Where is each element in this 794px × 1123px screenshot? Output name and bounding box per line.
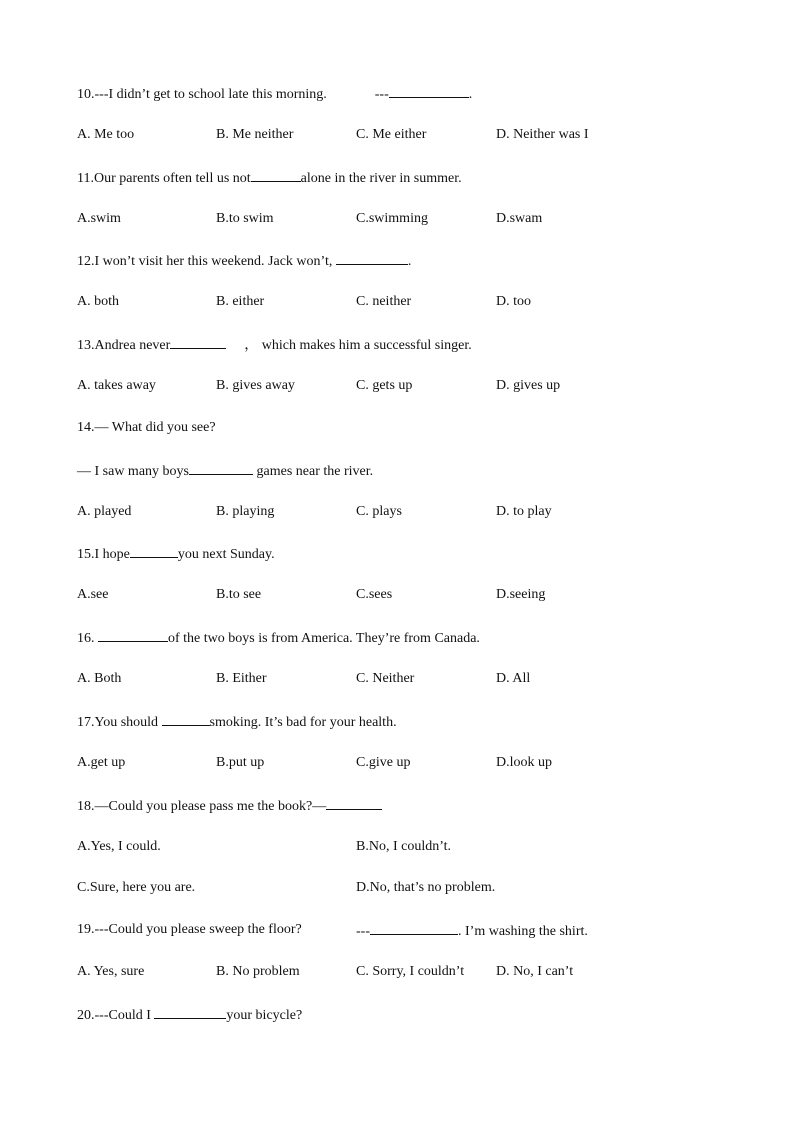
option-a[interactable]: A.see <box>77 587 109 602</box>
question-12-stem <box>77 252 411 270</box>
option-c[interactable]: C.give up <box>356 755 411 770</box>
option-c[interactable]: C. plays <box>356 504 402 519</box>
question-15-stem <box>77 545 275 563</box>
option-d[interactable]: D.No, that’s no problem. <box>356 880 496 895</box>
answer-blank[interactable] <box>336 252 408 265</box>
option-c[interactable]: C. Neither <box>356 671 415 686</box>
option-d[interactable]: D. too <box>496 294 531 309</box>
answer-prefix: --- <box>374 87 389 102</box>
question-text: 16. <box>77 631 95 646</box>
question-16-stem <box>77 629 480 647</box>
option-c[interactable]: C.Sure, here you are. <box>77 880 196 895</box>
option-a[interactable]: A.swim <box>77 211 121 226</box>
option-d[interactable]: D.seeing <box>496 587 546 602</box>
question-text: games near the river. <box>256 464 374 479</box>
option-c[interactable]: C.sees <box>356 587 393 602</box>
option-d[interactable]: D. No, I can’t <box>496 964 574 979</box>
question-text: 11.Our parents often tell us not <box>77 171 251 186</box>
option-a[interactable]: A. Yes, sure <box>77 964 145 979</box>
option-c[interactable]: C. Sorry, I couldn’t <box>356 964 465 979</box>
question-20-stem <box>77 1006 302 1024</box>
answer-blank[interactable] <box>154 1006 226 1019</box>
answer-blank[interactable] <box>251 169 301 182</box>
option-d[interactable]: D. All <box>496 671 531 686</box>
question-text: of the two boys is from America. They’re from Canada. <box>168 631 480 646</box>
question-text: — I saw many boys <box>77 464 189 479</box>
question-11-stem <box>77 169 462 187</box>
question-text: alone in the river in summer. <box>300 171 462 186</box>
question-13-stem <box>77 336 472 354</box>
option-b[interactable]: B. gives away <box>216 378 295 393</box>
question-text: 13.Andrea never <box>77 338 171 353</box>
option-a[interactable]: A. Both <box>77 671 122 686</box>
answer-blank[interactable] <box>162 713 210 726</box>
option-d[interactable]: D.look up <box>496 755 552 770</box>
option-a[interactable]: A. takes away <box>77 378 156 393</box>
question-text: . <box>407 254 412 269</box>
option-d[interactable]: D. gives up <box>496 378 561 393</box>
option-b[interactable]: B. No problem <box>216 964 300 979</box>
question-19-stem <box>77 922 302 938</box>
option-b[interactable]: B. playing <box>216 504 275 519</box>
option-b[interactable]: B.put up <box>216 755 265 770</box>
question-text: 19.---Could you please sweep the floor? <box>77 922 302 937</box>
option-d[interactable]: D. Neither was I <box>496 127 589 142</box>
question-10-stem <box>77 85 472 103</box>
option-b[interactable]: B. either <box>216 294 265 309</box>
option-c[interactable]: C. Me either <box>356 127 427 142</box>
question-text: . I’m washing the shirt. <box>458 924 588 939</box>
question-18-stem <box>77 797 382 815</box>
question-text: smoking. It’s bad for your health. <box>209 715 397 730</box>
option-a[interactable]: A.Yes, I could. <box>77 839 161 854</box>
question-text: 10.---I didn’t get to school late this morning. <box>77 87 327 102</box>
option-a[interactable]: A.get up <box>77 755 126 770</box>
answer-prefix: --- <box>356 924 370 939</box>
option-b[interactable]: B. Me neither <box>216 127 294 142</box>
question-text: 17.You should <box>77 715 159 730</box>
answer-blank[interactable] <box>389 85 469 98</box>
option-a[interactable]: A. played <box>77 504 132 519</box>
answer-blank[interactable] <box>326 797 382 810</box>
question-14-stem: 14.— What did you see? <box>77 420 216 435</box>
answer-blank[interactable] <box>170 336 226 349</box>
question-text: . <box>468 87 473 102</box>
question-text: 18.—Could you please pass me the book?— <box>77 799 327 814</box>
option-c[interactable]: C. neither <box>356 294 412 309</box>
option-a[interactable]: A. both <box>77 294 119 309</box>
answer-blank[interactable] <box>189 462 253 475</box>
option-d[interactable]: D.swam <box>496 211 543 226</box>
question-19-response <box>356 922 588 940</box>
question-17-stem <box>77 713 397 731</box>
option-a[interactable]: A. Me too <box>77 127 135 142</box>
option-d[interactable]: D. to play <box>496 504 552 519</box>
question-text: your bicycle? <box>226 1008 303 1023</box>
option-b[interactable]: B. Either <box>216 671 267 686</box>
answer-blank[interactable] <box>98 629 168 642</box>
question-text: ， which makes him a successful singer. <box>244 338 472 353</box>
question-text: you next Sunday. <box>177 547 275 562</box>
option-c[interactable]: C.swimming <box>356 211 428 226</box>
option-c[interactable]: C. gets up <box>356 378 413 393</box>
option-b[interactable]: B.to swim <box>216 211 274 226</box>
question-text: 15.I hope <box>77 547 130 562</box>
question-text: 12.I won’t visit her this weekend. Jack won’t, <box>77 254 333 269</box>
answer-blank[interactable] <box>370 922 458 935</box>
question-text: 20.---Could I <box>77 1008 151 1023</box>
option-b[interactable]: B.No, I couldn’t. <box>356 839 452 854</box>
option-b[interactable]: B.to see <box>216 587 262 602</box>
question-14-stem-line2 <box>77 462 373 480</box>
answer-blank[interactable] <box>130 545 178 558</box>
